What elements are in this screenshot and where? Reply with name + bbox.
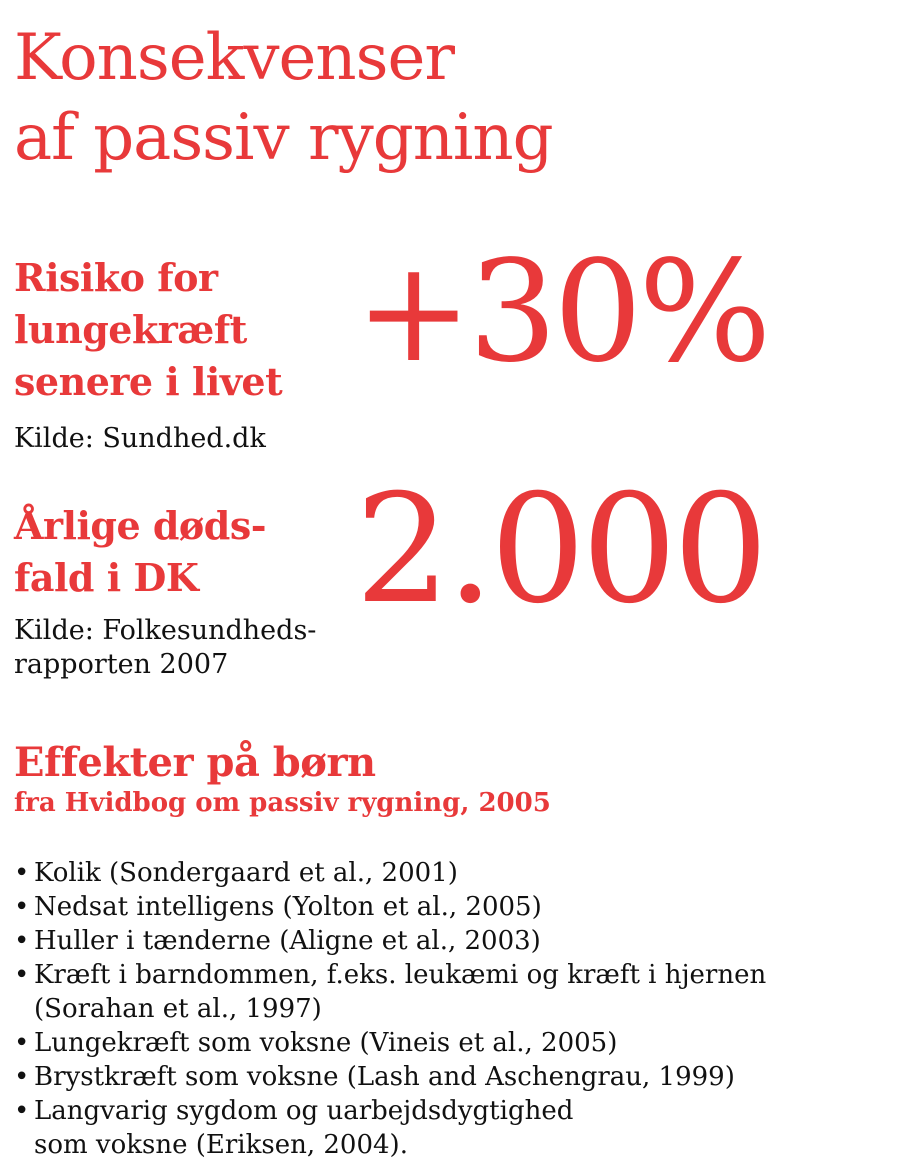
list-item-text: Kræft i barndommen, f.eks. leukæmi og kræft i hjernen (Sorahan et al., 1997) <box>34 960 767 1024</box>
effects-list <box>14 856 914 1162</box>
section-subtitle: fra Hvidbog om passiv rygning, 2005 <box>14 788 551 818</box>
bullet: • <box>14 1062 30 1092</box>
lung-cancer-risk-value: +30% <box>355 231 768 394</box>
annual-deaths-label: Årlige døds- fald i DK <box>14 503 267 600</box>
lung-cancer-risk-source: Kilde: Sundhed.dk <box>14 423 266 454</box>
list-item <box>14 1060 914 1094</box>
list-item-text: Huller i tænderne (Aligne et al., 2003) <box>34 926 541 956</box>
bullet: • <box>14 858 30 888</box>
list-item <box>14 890 914 924</box>
list-item <box>14 924 914 958</box>
section-title: Effekter på børn <box>14 739 376 786</box>
list-item-text: Brystkræft som voksne (Lash and Aschengrau, 1999) <box>34 1062 735 1092</box>
list-item <box>14 958 914 1026</box>
annual-deaths-source: Kilde: Folkesundheds- rapporten 2007 <box>14 615 317 680</box>
bullet: • <box>14 892 30 922</box>
bullet: • <box>14 1028 30 1058</box>
bullet: • <box>14 1096 30 1126</box>
bullet: • <box>14 926 30 956</box>
list-item <box>14 1094 914 1162</box>
lung-cancer-risk-label: Risiko for lungekræft senere i livet <box>14 255 283 404</box>
list-item-text: Nedsat intelligens (Yolton et al., 2005) <box>34 892 542 922</box>
list-item-text: Lungekræft som voksne (Vineis et al., 2005) <box>34 1028 618 1058</box>
bullet: • <box>14 960 30 990</box>
list-item-text: Kolik (Sondergaard et al., 2001) <box>34 858 458 888</box>
list-item <box>14 856 914 890</box>
page-title: Konsekvenser af passiv rygning <box>14 21 553 175</box>
list-item <box>14 1026 914 1060</box>
annual-deaths-value: 2.000 <box>355 463 765 637</box>
list-item-text: Langvarig sygdom og uarbejdsdygtighed som voksne (Eriksen, 2004). <box>34 1096 574 1160</box>
